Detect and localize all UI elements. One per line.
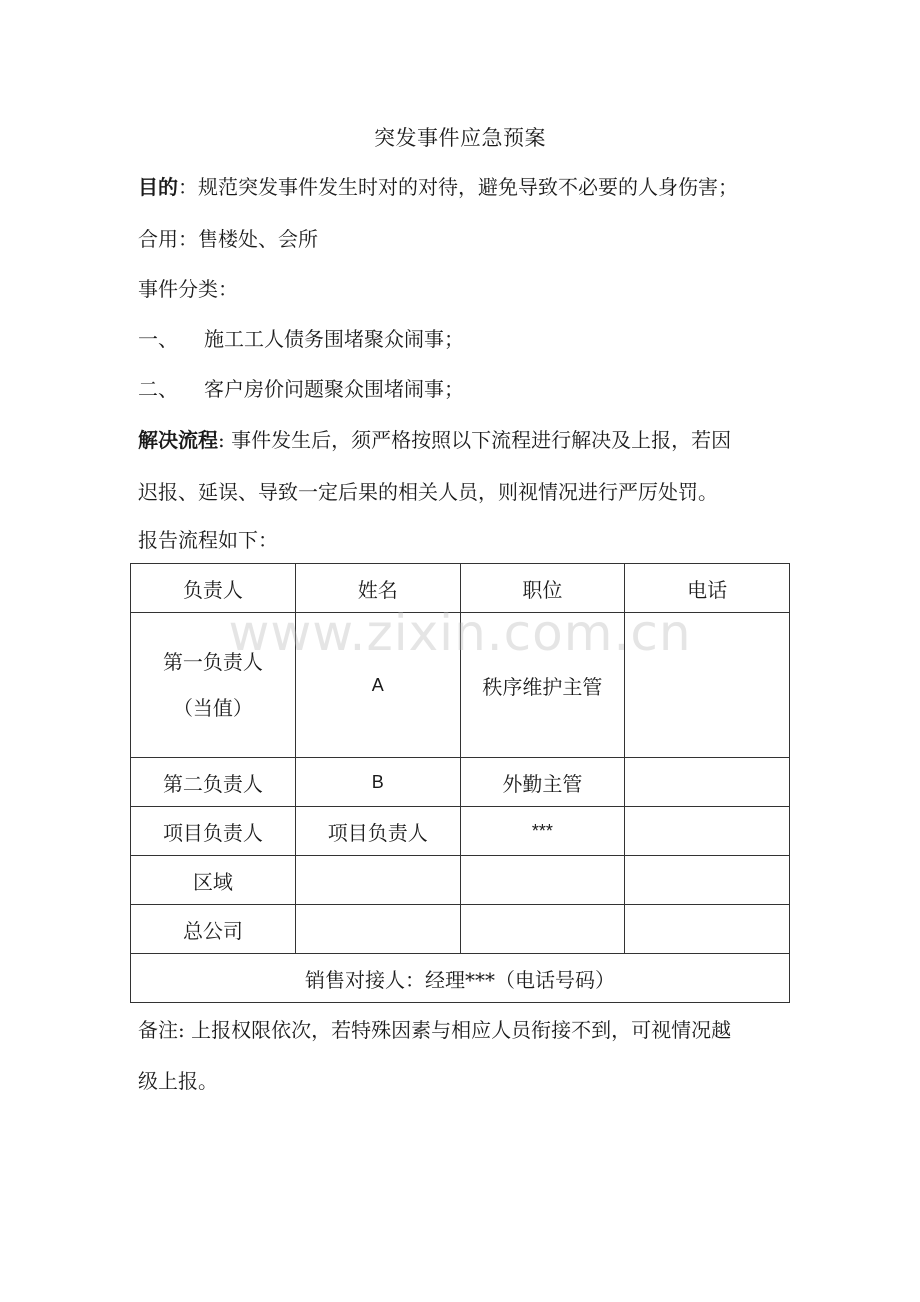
phone-cell: [625, 807, 790, 856]
role-cell: 区域: [131, 856, 296, 905]
report-flow-table: [130, 563, 790, 1003]
document-title: 突发事件应急预案: [374, 126, 546, 150]
table-row: [131, 807, 790, 856]
role-cell: 总公司: [131, 905, 296, 954]
role-cell: 项目负责人: [131, 807, 296, 856]
process-line-1: [138, 426, 731, 454]
category-number: 二、: [138, 377, 178, 401]
phone-cell: [625, 856, 790, 905]
process-text-1: : 事件发生后，须严格按照以下流程进行解决及上报，若因: [218, 428, 732, 452]
table-row: [131, 758, 790, 807]
purpose-label: 目的: [138, 175, 178, 199]
report-intro: 报告流程如下：: [138, 528, 278, 552]
role-line: 第一负责人: [162, 650, 263, 674]
table-footer-row: [131, 954, 790, 1003]
category-number: 一、: [138, 327, 178, 351]
position-cell: 秩序维护主管: [460, 613, 625, 758]
categories-label: 事件分类：: [138, 277, 238, 301]
table-header-row: [131, 564, 790, 613]
table-row: [131, 905, 790, 954]
process-line-2: 迟报、延误、导致一定后果的相关人员，则视情况进行严厉处罚。: [138, 480, 718, 504]
scope-line: 合用：售楼处、会所: [138, 227, 318, 251]
header-cell: 电话: [625, 564, 790, 613]
name-cell: [295, 905, 460, 954]
header-cell: 姓名: [295, 564, 460, 613]
category-text: 施工工人债务围堵聚众闹事；: [204, 327, 464, 351]
category-text: 客户房价问题聚众围堵闹事；: [204, 377, 464, 401]
category-item: [138, 375, 464, 403]
watermark: www.zixin.com.cn: [228, 604, 692, 662]
process-label: 解决流程: [138, 428, 218, 452]
name-cell: [295, 856, 460, 905]
sales-contact-cell: 销售对接人：经理***（电话号码）: [131, 954, 790, 1003]
table-row: [131, 613, 790, 758]
table-row: [131, 856, 790, 905]
position-cell: [460, 856, 625, 905]
role-cell: 第二负责人: [131, 758, 296, 807]
note-line-2: 级上报。: [138, 1069, 218, 1093]
purpose-text: ：规范突发事件发生时对的对待，避免导致不必要的人身伤害；: [178, 175, 738, 199]
header-cell: 负责人: [131, 564, 296, 613]
phone-cell: [625, 905, 790, 954]
note-line-1: 备注: 上报权限依次，若特殊因素与相应人员衔接不到，可视情况越: [138, 1018, 732, 1042]
header-cell: 职位: [460, 564, 625, 613]
position-cell: ***: [460, 807, 625, 856]
phone-cell: [625, 613, 790, 758]
phone-cell: [625, 758, 790, 807]
role-cell: [131, 613, 296, 758]
position-cell: [460, 905, 625, 954]
role-note: （当值）: [172, 696, 253, 720]
name-cell: A: [295, 613, 460, 758]
name-cell: B: [295, 758, 460, 807]
position-cell: 外勤主管: [460, 758, 625, 807]
purpose-line: [138, 173, 738, 201]
name-cell: 项目负责人: [295, 807, 460, 856]
category-item: [138, 325, 464, 353]
